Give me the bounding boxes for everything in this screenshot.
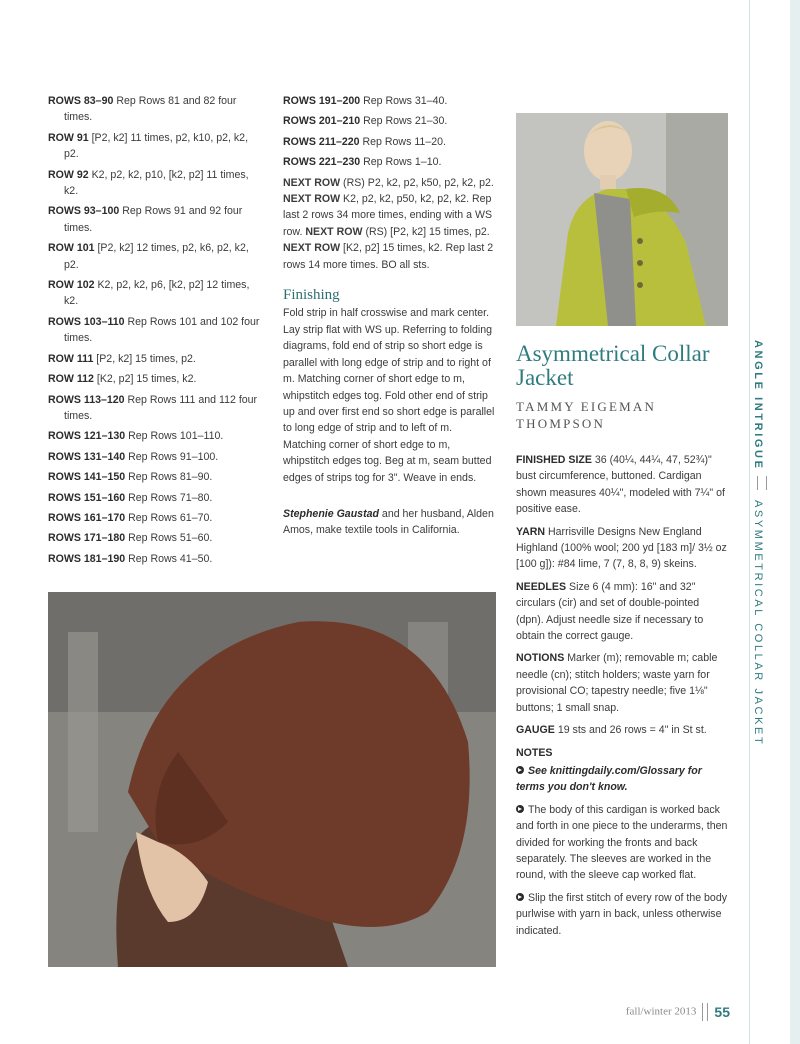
instruction-row: ROW 102 K2, p2, k2, p6, [k2, p2] 12 times, k2.	[48, 279, 250, 308]
pattern-specs	[516, 452, 728, 945]
jacket-photo	[516, 113, 728, 326]
instruction-row: ROWS 103–110 Rep Rows 101 and 102 four times.	[48, 315, 260, 345]
pattern-label: ASYMMETRICAL COLLAR JACKET	[752, 500, 764, 747]
issue-label: fall/winter 2013	[625, 1005, 697, 1018]
instruction-row: ROW 101 [P2, k2] 12 times, p2, k6, p2, k2, p2.	[48, 242, 249, 271]
instruction-row: ROWS 151–160 Rep Rows 71–80.	[48, 491, 213, 504]
notes-heading: NOTES	[516, 746, 553, 759]
sidebar-separator	[757, 476, 767, 490]
instruction-row: ROWS 83–90 Rep Rows 81 and 82 four times.	[48, 95, 237, 124]
instruction-row: ROWS 221–230 Rep Rows 1–10.	[283, 156, 442, 169]
hat-photo	[48, 592, 496, 967]
spec-yarn: YARN Harrisville Designs New England Highland (100% wool; 200 yd [183 m]/ 3½ oz [100 g]): #84 lime, 7 (7, 8, 8, 9) skeins.	[516, 525, 727, 571]
instruction-row: ROW 111 [P2, k2] 15 times, p2.	[48, 352, 196, 365]
spec-notions: NOTIONS Marker (m); removable m; cable needle (cn); stitch holders; waste yarn for provisional CO; tapestry needle; five 1⅛" buttons; 1 small snap.	[516, 652, 718, 714]
note-item: The body of this cardigan is worked back and forth in one piece to the underarms, then divided for working the fronts and back separately. The sleeves are worked in the round, with the sleeve cap worked flat.	[516, 803, 728, 882]
instruction-row: ROWS 121–130 Rep Rows 101–110.	[48, 430, 224, 443]
instruction-row: ROWS 181–190 Rep Rows 41–50.	[48, 552, 213, 565]
note-item: See knittingdaily.com/Glossary for terms you don't know.	[516, 764, 702, 794]
spec-gauge: GAUGE 19 sts and 26 rows = 4" in St st.	[516, 724, 707, 737]
instruction-row: ROW 112 [K2, p2] 15 times, k2.	[48, 373, 197, 386]
instruction-row: ROWS 93–100 Rep Rows 91 and 92 four times.	[48, 205, 243, 234]
instruction-row: ROWS 211–220 Rep Rows 11–20.	[283, 135, 446, 148]
finishing-text: Fold strip in half crosswise and mark center. Lay strip flat with WS up. Referring to folding diagrams, fold end of strip so short edge is parallel with long edge of strip and to right of m. Matching corner of short edge to m, whipstitch edges tog. Fold other end of strip up and over first end so short edge is parallel to long edge of strip and to left of m. Matching corner of short edge to m, whipstitch edges tog. Beg at m, seam butted edges of strips tog for 3". Weave in ends.	[283, 307, 495, 484]
footer-separator	[702, 1003, 708, 1021]
instruction-row: ROWS 161–170 Rep Rows 61–70.	[48, 511, 213, 524]
page-footer	[626, 1003, 730, 1021]
next-row-paragraph: NEXT ROW (RS) P2, k2, p2, k50, p2, k2, p2. NEXT ROW K2, p2, k2, p50, k2, p2, k2. Rep last 2 rows 34 more times, ending with a WS row. NEXT ROW (RS) [P2, k2] 15 times, p2. NEXT ROW [K2, p2] 15 times, k2. Rep last 2 rows 14 more times. BO all sts.	[283, 176, 494, 271]
instruction-row: ROWS 113–120 Rep Rows 111 and 112 four times.	[48, 393, 258, 422]
instruction-row: ROWS 171–180 Rep Rows 51–60.	[48, 532, 213, 545]
arrow-bullet-icon	[516, 766, 524, 774]
pattern-title: Asymmetrical Collar Jacket	[516, 341, 710, 390]
note-item: Slip the first stitch of every row of the body purlwise with yarn in back, unless otherwise indicated.	[516, 891, 728, 937]
spec-needles: NEEDLES Size 6 (4 mm): 16" and 32" circulars (cir) and set of double-pointed (dpn). Adjust needle size if necessary to obtain the correct gauge.	[516, 580, 704, 643]
arrow-bullet-icon	[516, 805, 524, 813]
sidebar-strip	[790, 0, 800, 1044]
jacket-model-illustration	[516, 113, 728, 326]
slouchy-hat-illustration	[48, 592, 496, 967]
instruction-row: ROWS 201–210 Rep Rows 21–30.	[283, 115, 448, 128]
spec-finished-size: FINISHED SIZE 36 (40¼, 44¼, 47, 52¾)" bust circumference, buttoned. Cardigan shown measures 40¼", modeled with 7¼" of positive ease.	[516, 454, 725, 516]
instruction-row: ROWS 131–140 Rep Rows 91–100.	[48, 450, 219, 463]
instruction-row: ROW 91 [P2, k2] 11 times, p2, k10, p2, k2, p2.	[48, 131, 249, 161]
instruction-row: ROW 92 K2, p2, k2, p10, [k2, p2] 11 times, k2.	[48, 168, 249, 198]
designer-bio: Stephenie Gaustad and her husband, Alden Amos, make textile tools in California.	[283, 507, 494, 537]
pattern-column-2	[283, 93, 497, 539]
pattern-author: TAMMY EIGEMAN THOMPSON	[516, 399, 657, 431]
finishing-heading: Finishing	[283, 287, 340, 304]
arrow-bullet-icon	[516, 893, 524, 901]
instruction-row: ROWS 141–150 Rep Rows 81–90.	[48, 471, 213, 484]
pattern-column-1	[48, 93, 263, 571]
instruction-row: ROWS 191–200 Rep Rows 31–40.	[283, 95, 448, 107]
page-number: 55	[714, 1004, 730, 1020]
section-label: ANGLE INTRIGUE	[752, 340, 764, 471]
